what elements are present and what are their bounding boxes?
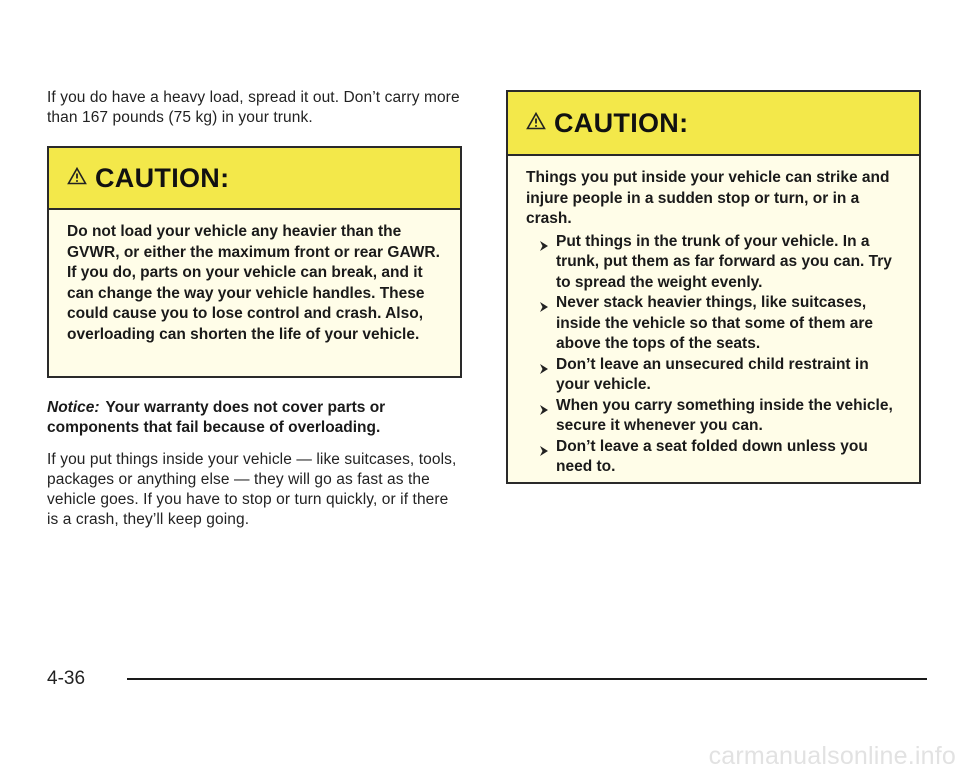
caution-header	[49, 148, 460, 210]
bullet-text: Don’t leave a seat folded down unless you need to.	[556, 437, 868, 475]
bullet-arrow-icon	[540, 298, 548, 319]
right-column	[506, 90, 921, 484]
footer-rule	[127, 678, 927, 680]
caution-bullet-list	[526, 232, 901, 478]
bullet-text: Don’t leave an unsecured child restraint in your vehicle.	[556, 355, 869, 393]
bullet-arrow-icon	[540, 442, 548, 463]
notice-text: Your warranty does not cover parts or components that fail because of overloading.	[47, 399, 386, 436]
intro-paragraph: If you do have a heavy load, spread it out. Don’t carry more than 167 pounds (75 kg) in your trunk.	[47, 89, 460, 126]
page-number: 4-36	[47, 668, 86, 689]
caution-box-overloading	[47, 146, 462, 378]
bullet-text: Never stack heavier things, like suitcases, inside the vehicle so that some of them are above the tops of the seats.	[556, 294, 873, 352]
list-item	[538, 437, 901, 478]
caution-title: CAUTION:	[95, 162, 230, 193]
list-item	[538, 355, 901, 396]
caution-header	[508, 92, 919, 156]
list-item	[538, 293, 901, 355]
notice	[47, 398, 462, 438]
bullet-arrow-icon	[540, 360, 548, 381]
bullet-text: Put things in the trunk of your vehicle. In a trunk, put them as far forward as you can. Try to spread the weight evenly.	[556, 232, 892, 291]
bullet-arrow-icon	[540, 401, 548, 422]
bullet-arrow-icon	[540, 237, 548, 258]
bullet-text: When you carry something inside the vehicle, secure it whenever you can.	[556, 396, 893, 434]
warning-triangle-icon	[67, 167, 87, 190]
caution-box-items	[506, 90, 921, 484]
list-item	[538, 396, 901, 437]
caution-intro: Things you put inside your vehicle can strike and injure people in a sudden stop or turn, or in a crash.	[526, 169, 890, 227]
caution-body	[508, 156, 919, 478]
watermark: carmanualsonline.info	[708, 742, 956, 770]
page-footer	[47, 668, 927, 690]
left-column	[47, 88, 462, 530]
caution-body: Do not load your vehicle any heavier than the GVWR, or either the maximum front or rear GAWR. If you do, parts on your vehicle can break, and it can change the way your vehicle handles. These could cause you to lose control and crash. Also, overloading can shorten the life of your vehicle.	[67, 223, 440, 343]
caution-title: CAUTION:	[554, 107, 689, 138]
warning-triangle-icon	[526, 112, 546, 135]
loose-items-paragraph: If you put things inside your vehicle — like suitcases, tools, packages or anything else — they will go as fast as the vehicle goes. If you have to stop or turn quickly, or if there is a crash, they’ll keep going.	[47, 451, 457, 528]
list-item	[538, 232, 901, 294]
notice-label: Notice:	[47, 399, 100, 416]
